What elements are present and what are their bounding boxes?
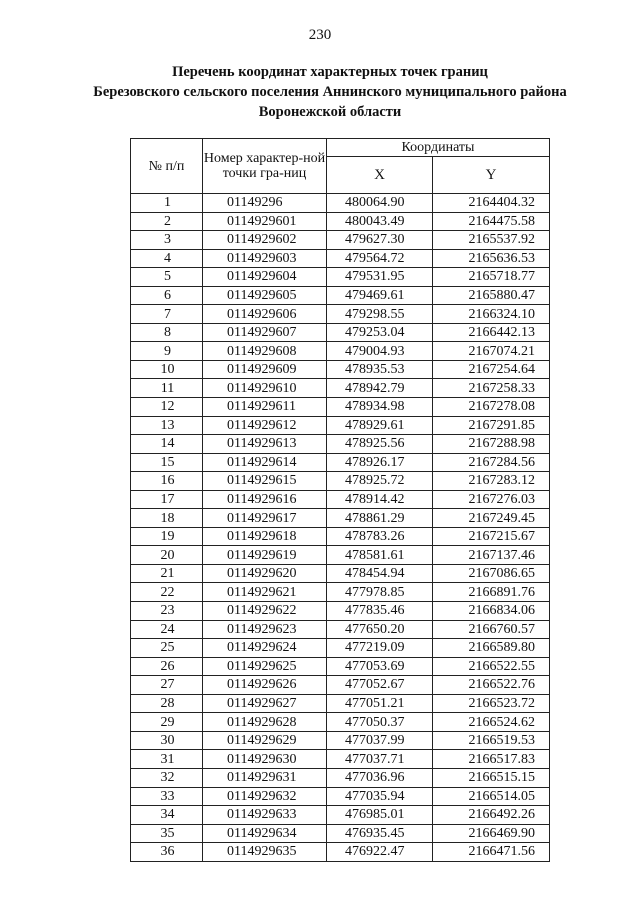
coord-x: 478581.61 [327, 546, 433, 565]
coord-y: 2166442.13 [433, 323, 550, 342]
title-line-3: Воронежской области [258, 104, 402, 120]
row-number: 34 [131, 806, 203, 825]
point-code: 0114929615 [203, 472, 327, 491]
coord-y: 2166891.76 [433, 583, 550, 602]
row-number: 26 [131, 657, 203, 676]
row-number: 3 [131, 231, 203, 250]
coord-y: 2166519.53 [433, 731, 550, 750]
coord-x: 478926.17 [327, 453, 433, 472]
coord-y: 2167291.85 [433, 416, 550, 435]
coord-x: 477978.85 [327, 583, 433, 602]
table-row [131, 768, 550, 787]
table-row [131, 379, 550, 398]
document-title [70, 62, 590, 122]
title-line-2: Березовского сельского поселения Аннинского муниципального района [93, 84, 567, 100]
table-row [131, 416, 550, 435]
table-row [131, 750, 550, 769]
point-code: 0114929606 [203, 305, 327, 324]
table-row [131, 824, 550, 843]
page-number: 230 [308, 27, 332, 43]
row-number: 30 [131, 731, 203, 750]
coord-x: 480043.49 [327, 212, 433, 231]
row-number: 23 [131, 602, 203, 621]
coord-x: 476985.01 [327, 806, 433, 825]
table-row [131, 249, 550, 268]
coord-x: 477052.67 [327, 676, 433, 695]
table-row [131, 212, 550, 231]
row-number: 11 [131, 379, 203, 398]
coord-x: 477037.99 [327, 731, 433, 750]
row-number: 29 [131, 713, 203, 732]
row-number: 31 [131, 750, 203, 769]
row-number: 7 [131, 305, 203, 324]
coord-x: 477650.20 [327, 620, 433, 639]
coord-y: 2167086.65 [433, 564, 550, 583]
coord-x: 477035.94 [327, 787, 433, 806]
table-row [131, 342, 550, 361]
coord-x: 478914.42 [327, 490, 433, 509]
point-code: 0114929635 [203, 843, 327, 862]
table-row [131, 564, 550, 583]
coord-y: 2166515.15 [433, 768, 550, 787]
table-body [131, 194, 550, 862]
point-code: 0114929628 [203, 713, 327, 732]
coord-x: 479564.72 [327, 249, 433, 268]
coord-x: 476922.47 [327, 843, 433, 862]
table-row [131, 527, 550, 546]
point-code: 0114929607 [203, 323, 327, 342]
row-number: 1 [131, 194, 203, 213]
table-row [131, 231, 550, 250]
coord-y: 2166589.80 [433, 639, 550, 658]
table-row [131, 583, 550, 602]
row-number: 21 [131, 564, 203, 583]
coord-x: 479253.04 [327, 323, 433, 342]
table-row [131, 806, 550, 825]
coord-y: 2166760.57 [433, 620, 550, 639]
row-number: 4 [131, 249, 203, 268]
table-row [131, 713, 550, 732]
row-number: 32 [131, 768, 203, 787]
row-number: 17 [131, 490, 203, 509]
coord-x: 477037.71 [327, 750, 433, 769]
point-code: 0114929601 [203, 212, 327, 231]
coord-y: 2167215.67 [433, 527, 550, 546]
coord-x: 478861.29 [327, 509, 433, 528]
coord-y: 2167276.03 [433, 490, 550, 509]
table-row [131, 305, 550, 324]
row-number: 35 [131, 824, 203, 843]
coord-x: 478934.98 [327, 398, 433, 417]
point-code: 0114929605 [203, 286, 327, 305]
coord-x: 479004.93 [327, 342, 433, 361]
row-number: 2 [131, 212, 203, 231]
point-code: 0114929622 [203, 602, 327, 621]
coord-y: 2167283.12 [433, 472, 550, 491]
row-number: 13 [131, 416, 203, 435]
point-code: 0114929634 [203, 824, 327, 843]
point-code: 0114929627 [203, 694, 327, 713]
table-row [131, 676, 550, 695]
point-code: 0114929633 [203, 806, 327, 825]
table-row [131, 843, 550, 862]
coord-y: 2166522.76 [433, 676, 550, 695]
coord-x: 478783.26 [327, 527, 433, 546]
row-number: 16 [131, 472, 203, 491]
point-code: 0114929631 [203, 768, 327, 787]
point-code: 0114929604 [203, 268, 327, 287]
coord-x: 478454.94 [327, 564, 433, 583]
header-y: Y [433, 157, 550, 194]
table-row [131, 323, 550, 342]
coord-y: 2167254.64 [433, 360, 550, 379]
table-row [131, 787, 550, 806]
coord-x: 477051.21 [327, 694, 433, 713]
row-number: 27 [131, 676, 203, 695]
point-code: 0114929612 [203, 416, 327, 435]
row-number: 24 [131, 620, 203, 639]
coord-y: 2165718.77 [433, 268, 550, 287]
coord-y: 2167249.45 [433, 509, 550, 528]
coord-y: 2166517.83 [433, 750, 550, 769]
row-number: 10 [131, 360, 203, 379]
table-row [131, 602, 550, 621]
row-number: 14 [131, 435, 203, 454]
row-number: 18 [131, 509, 203, 528]
coord-y: 2166523.72 [433, 694, 550, 713]
point-code: 0114929617 [203, 509, 327, 528]
row-number: 33 [131, 787, 203, 806]
coord-x: 480064.90 [327, 194, 433, 213]
coord-y: 2165537.92 [433, 231, 550, 250]
header-point-number: Номер характер-ной точки гра-ниц [203, 139, 327, 194]
row-number: 28 [131, 694, 203, 713]
point-code: 0114929619 [203, 546, 327, 565]
point-code: 0114929620 [203, 564, 327, 583]
point-code: 0114929626 [203, 676, 327, 695]
coord-x: 479469.61 [327, 286, 433, 305]
coord-y: 2165880.47 [433, 286, 550, 305]
row-number: 19 [131, 527, 203, 546]
table-row [131, 657, 550, 676]
row-number: 9 [131, 342, 203, 361]
table-row [131, 194, 550, 213]
point-code: 01149296 [203, 194, 327, 213]
coord-y: 2167288.98 [433, 435, 550, 454]
coord-x: 479531.95 [327, 268, 433, 287]
header-x: X [327, 157, 433, 194]
coord-x: 478929.61 [327, 416, 433, 435]
coord-x: 477219.09 [327, 639, 433, 658]
point-code: 0114929609 [203, 360, 327, 379]
coord-x: 476935.45 [327, 824, 433, 843]
coord-x: 478942.79 [327, 379, 433, 398]
header-number: № п/п [131, 139, 203, 194]
table-row [131, 509, 550, 528]
coord-x: 477053.69 [327, 657, 433, 676]
coord-y: 2167278.08 [433, 398, 550, 417]
row-number: 22 [131, 583, 203, 602]
coord-x: 477050.37 [327, 713, 433, 732]
table-row [131, 490, 550, 509]
point-code: 0114929610 [203, 379, 327, 398]
row-number: 8 [131, 323, 203, 342]
point-code: 0114929618 [203, 527, 327, 546]
coord-x: 479298.55 [327, 305, 433, 324]
coord-x: 477835.46 [327, 602, 433, 621]
table-row [131, 398, 550, 417]
coord-y: 2166471.56 [433, 843, 550, 862]
point-code: 0114929629 [203, 731, 327, 750]
row-number: 15 [131, 453, 203, 472]
point-code: 0114929625 [203, 657, 327, 676]
point-code: 0114929616 [203, 490, 327, 509]
coord-y: 2166834.06 [433, 602, 550, 621]
row-number: 36 [131, 843, 203, 862]
row-number: 12 [131, 398, 203, 417]
row-number: 25 [131, 639, 203, 658]
coordinates-table [130, 138, 550, 862]
table-row [131, 694, 550, 713]
table-row [131, 360, 550, 379]
point-code: 0114929630 [203, 750, 327, 769]
coord-y: 2166469.90 [433, 824, 550, 843]
point-code: 0114929624 [203, 639, 327, 658]
table-row [131, 546, 550, 565]
header-coordinates: Координаты [327, 139, 550, 157]
row-number: 5 [131, 268, 203, 287]
coord-x: 478925.72 [327, 472, 433, 491]
coord-y: 2167074.21 [433, 342, 550, 361]
point-code: 0114929611 [203, 398, 327, 417]
point-code: 0114929621 [203, 583, 327, 602]
row-number: 6 [131, 286, 203, 305]
coord-y: 2166522.55 [433, 657, 550, 676]
coord-y: 2167284.56 [433, 453, 550, 472]
coord-x: 478935.53 [327, 360, 433, 379]
table-row [131, 453, 550, 472]
coord-y: 2167137.46 [433, 546, 550, 565]
table-row [131, 286, 550, 305]
table-row [131, 435, 550, 454]
coord-y: 2164404.32 [433, 194, 550, 213]
coord-x: 477036.96 [327, 768, 433, 787]
coord-y: 2164475.58 [433, 212, 550, 231]
table-row [131, 472, 550, 491]
coord-y: 2167258.33 [433, 379, 550, 398]
coord-y: 2165636.53 [433, 249, 550, 268]
coord-x: 479627.30 [327, 231, 433, 250]
coord-x: 478925.56 [327, 435, 433, 454]
table-row [131, 639, 550, 658]
coord-y: 2166492.26 [433, 806, 550, 825]
title-line-1: Перечень координат характерных точек границ [172, 64, 488, 80]
point-code: 0114929608 [203, 342, 327, 361]
coord-y: 2166524.62 [433, 713, 550, 732]
point-code: 0114929613 [203, 435, 327, 454]
point-code: 0114929632 [203, 787, 327, 806]
table-row [131, 268, 550, 287]
point-code: 0114929602 [203, 231, 327, 250]
table-row [131, 620, 550, 639]
point-code: 0114929603 [203, 249, 327, 268]
coord-y: 2166514.05 [433, 787, 550, 806]
row-number: 20 [131, 546, 203, 565]
coord-y: 2166324.10 [433, 305, 550, 324]
point-code: 0114929623 [203, 620, 327, 639]
point-code: 0114929614 [203, 453, 327, 472]
table-row [131, 731, 550, 750]
